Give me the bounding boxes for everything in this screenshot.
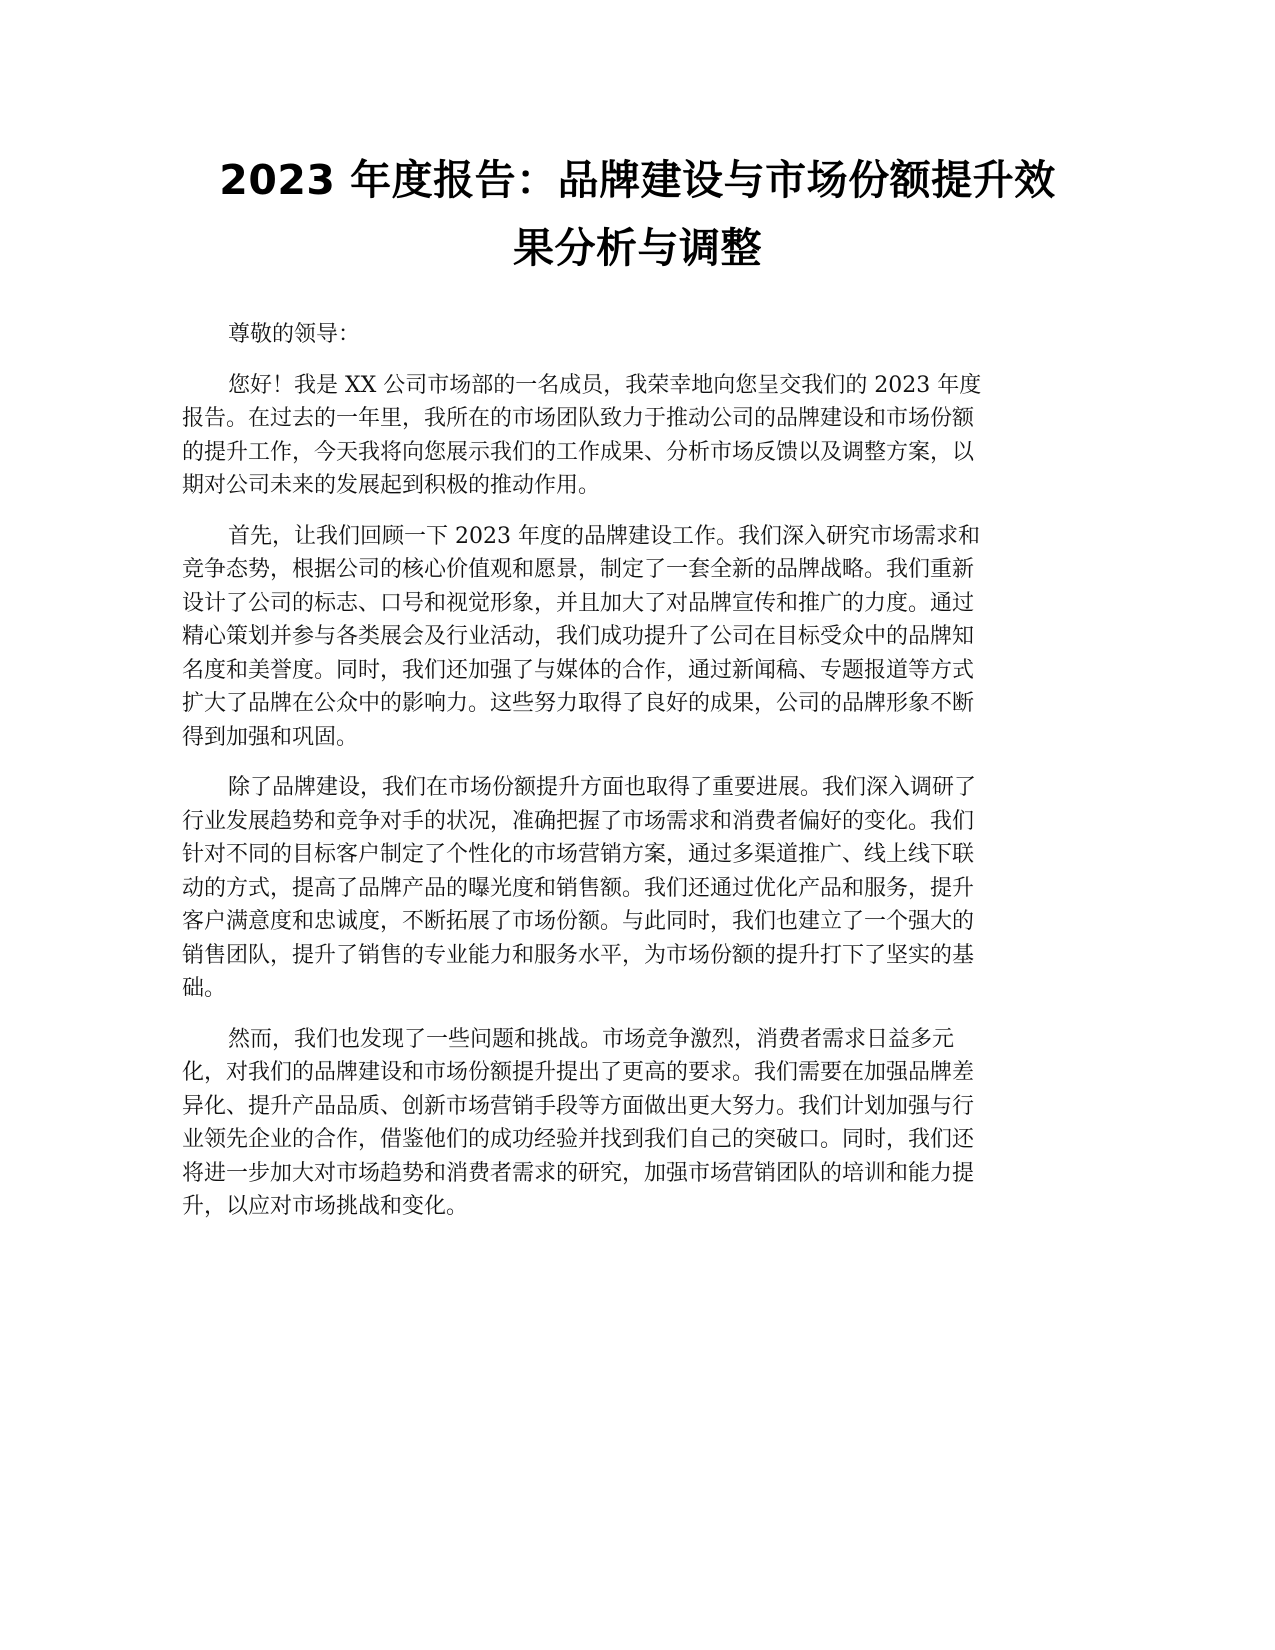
paragraph-brand-building — [182, 520, 1093, 755]
paragraph-line: 您好！我是 XX 公司市场部的一名成员，我荣幸地向您呈交我们的 2023 年度 — [228, 372, 982, 398]
paragraph-line: 首先，让我们回顾一下 2023 年度的品牌建设工作。我们深入研究市场需求和 — [228, 523, 980, 549]
paragraph-line: 期对公司未来的发展起到积极的推动作用。 — [182, 473, 601, 498]
paragraph-market-share — [182, 771, 1093, 1006]
paragraph-challenges — [182, 1023, 1093, 1224]
paragraph-line: 行业发展趋势和竞争对手的状况，准确把握了市场需求和消费者偏好的变化。我们 — [182, 808, 975, 834]
paragraph-line: 得到加强和巩固。 — [182, 724, 359, 750]
paragraph-line: 异化、提升产品品质、创新市场营销手段等方面做出更大努力。我们计划加强与行 — [182, 1093, 975, 1119]
document-body — [182, 318, 1093, 1241]
paragraph-line: 名度和美誉度。同时，我们还加强了与媒体的合作，通过新闻稿、专题报道等方式 — [182, 657, 975, 683]
paragraph-line: 将进一步加大对市场趋势和消费者需求的研究，加强市场营销团队的培训和能力提 — [182, 1160, 975, 1186]
paragraph-line: 化，对我们的品牌建设和市场份额提升提出了更高的要求。我们需要在加强品牌差 — [182, 1060, 975, 1085]
paragraph-line: 除了品牌建设，我们在市场份额提升方面也取得了重要进展。我们深入调研了 — [228, 775, 977, 800]
paragraph-line: 销售团队，提升了销售的专业能力和服务水平，为市场份额的提升打下了坚实的基 — [182, 942, 975, 968]
paragraph-line: 扩大了品牌在公众中的影响力。这些努力取得了良好的成果，公司的品牌形象不断 — [182, 691, 975, 716]
document-title — [160, 146, 1115, 282]
paragraph-line: 报告。在过去的一年里，我所在的市场团队致力于推动公司的品牌建设和市场份额 — [182, 406, 975, 431]
paragraph-greeting — [182, 369, 1093, 503]
paragraph-line: 精心策划并参与各类展会及行业活动，我们成功提升了公司在目标受众中的品牌知 — [182, 624, 975, 649]
salutation: 尊敬的领导： — [228, 322, 361, 347]
paragraph-line: 业领先企业的合作，借鉴他们的成功经验并找到我们自己的突破口。同时，我们还 — [182, 1127, 975, 1152]
paragraph-line: 针对不同的目标客户制定了个性化的市场营销方案，通过多渠道推广、线上线下联 — [182, 842, 975, 867]
paragraph-line: 竞争态势，根据公司的核心价值观和愿景，制定了一套全新的品牌战略。我们重新 — [182, 557, 975, 582]
paragraph-line: 客户满意度和忠诚度，不断拓展了市场份额。与此同时，我们也建立了一个强大的 — [182, 909, 975, 934]
paragraph-line: 动的方式，提高了品牌产品的曝光度和销售额。我们还通过优化产品和服务，提升 — [182, 875, 975, 901]
paragraph-line: 设计了公司的标志、口号和视觉形象，并且加大了对品牌宣传和推广的力度。通过 — [182, 590, 975, 616]
title-line: 2023 年度报告：品牌建设与市场份额提升效 — [219, 156, 1056, 204]
paragraph-line: 升，以应对市场挑战和变化。 — [182, 1194, 469, 1219]
title-line: 果分析与调整 — [513, 224, 762, 272]
paragraph-line: 的提升工作，今天我将向您展示我们的工作成果、分析市场反馈以及调整方案，以 — [182, 439, 975, 465]
paragraph-line: 然而，我们也发现了一些问题和挑战。市场竞争激烈，消费者需求日益多元 — [228, 1026, 955, 1052]
paragraph-line: 础。 — [182, 976, 227, 1001]
